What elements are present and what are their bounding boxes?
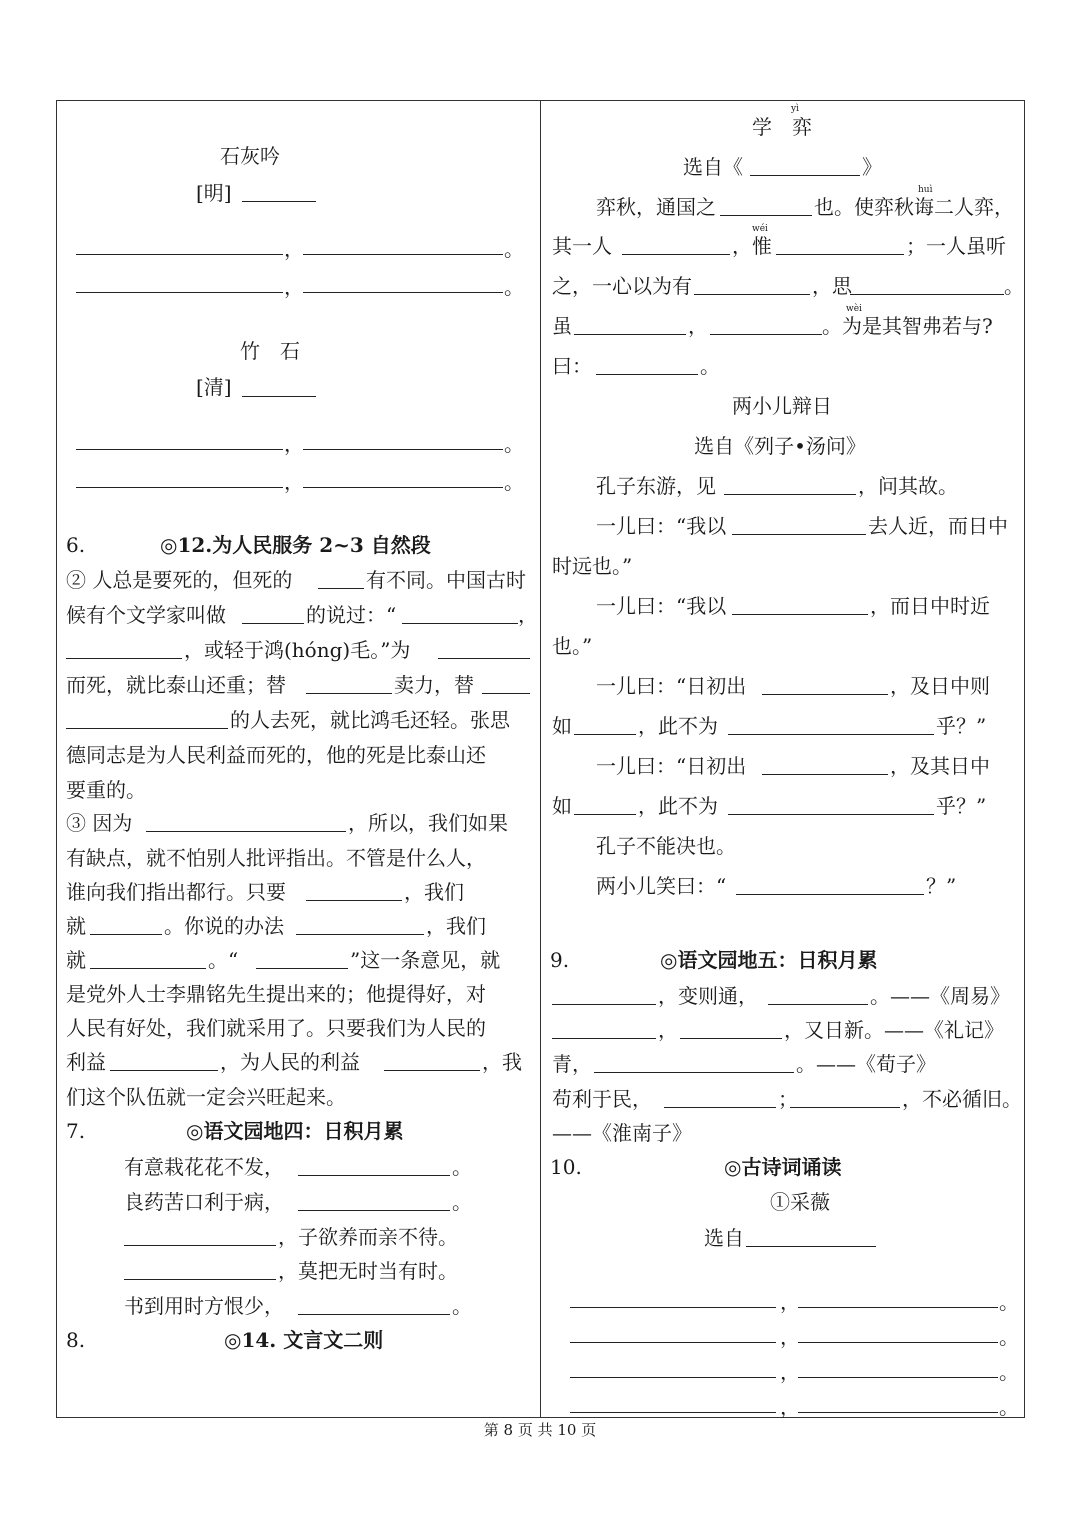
text-line: ，子欲养而亲不待。	[278, 1225, 458, 1249]
pinyin-ruby: wèi	[846, 304, 862, 314]
text-line: 有意栽花花不发，	[124, 1155, 284, 1179]
text-line: 虽	[552, 314, 572, 338]
fill-blank[interactable]	[776, 254, 904, 255]
text-line: 之，一心以为有	[552, 274, 692, 298]
fill-blank[interactable]	[694, 294, 810, 295]
text-line: 青，	[552, 1052, 592, 1076]
text-line: 一儿曰：“我以	[596, 514, 727, 538]
fill-blank[interactable]	[110, 1070, 218, 1071]
text-line: 。为是其智弗若与?	[822, 314, 993, 338]
fill-blank[interactable]	[746, 1246, 876, 1247]
punct: 。	[999, 1360, 1019, 1384]
fill-blank[interactable]	[552, 1004, 656, 1005]
fill-blank[interactable]	[318, 588, 364, 589]
text-line: 良药苦口利于病，	[124, 1190, 284, 1214]
text-line: 德同志是为人民利益而死的，他的死是比泰山还	[66, 743, 486, 767]
text-line: 有缺点，就不怕别人批评指出。不管是什么人，	[66, 846, 486, 870]
text-line: 有不同。中国古时	[366, 568, 526, 592]
fill-blank[interactable]	[552, 1038, 656, 1039]
fill-blank[interactable]	[242, 623, 304, 624]
text-source: 选自《列子•汤问》	[694, 434, 866, 458]
text-line: ，问其故。	[858, 474, 958, 498]
question-number: 8.	[66, 1328, 86, 1352]
punct: ，	[284, 470, 304, 494]
author-blank[interactable]	[242, 201, 316, 202]
punct: 。	[504, 432, 524, 456]
text-line: 乎？”	[936, 714, 987, 738]
fill-blank[interactable]	[256, 968, 348, 969]
text-line: 。你说的办法	[164, 914, 284, 938]
fill-blank[interactable]	[664, 1107, 776, 1108]
fill-blank[interactable]	[570, 1377, 776, 1378]
text-line: 们这个队伍就一定会兴旺起来。	[66, 1085, 346, 1109]
fill-blank[interactable]	[762, 694, 888, 695]
section-title: ◎古诗词诵读	[724, 1155, 842, 1179]
pinyin-ruby: wéi	[752, 224, 768, 234]
author-blank[interactable]	[242, 396, 316, 397]
poem-title-caiwei: ①采薇	[770, 1190, 830, 1214]
text-line: 一儿曰：“日初出	[596, 754, 747, 778]
text-line: 卖力，替	[394, 673, 474, 697]
punct: 。	[504, 237, 524, 261]
text-line: ；一人虽听	[906, 234, 1006, 258]
text-line: 去人近，而日中	[868, 514, 1008, 538]
text-title-xueyi: 学 弈	[752, 115, 812, 139]
section-title: ◎12.为人民服务 2~3 自然段	[160, 533, 431, 557]
fill-blank[interactable]	[732, 614, 868, 615]
fill-blank[interactable]	[76, 449, 283, 450]
text-line: 候有个文学家叫做	[66, 603, 226, 627]
fill-blank[interactable]	[76, 292, 283, 293]
text-line: ，为人民的利益	[220, 1050, 360, 1074]
fill-blank[interactable]	[720, 215, 812, 216]
text-line: ，	[688, 314, 708, 338]
fill-blank[interactable]	[438, 658, 530, 659]
fill-blank[interactable]	[76, 254, 283, 255]
text-line: 。——《周易》	[870, 984, 1010, 1008]
text-line: 。	[452, 1294, 472, 1318]
fill-blank[interactable]	[296, 934, 424, 935]
text-line: ，此不为	[638, 794, 718, 818]
punct: 。	[504, 275, 524, 299]
fill-blank[interactable]	[798, 1307, 998, 1308]
fill-blank[interactable]	[574, 814, 636, 815]
text-line: 。	[1004, 274, 1024, 298]
text-line: 利益	[66, 1050, 106, 1074]
punct: ，	[284, 275, 304, 299]
text-line: 谁向我们指出都行。只要	[66, 880, 286, 904]
text-line: ？”	[926, 874, 957, 898]
section-title: ◎语文园地四：日积月累	[186, 1119, 404, 1143]
fill-blank[interactable]	[124, 1245, 276, 1246]
page-footer: 第 8 页 共 10 页	[483, 1421, 597, 1439]
fill-blank[interactable]	[402, 623, 518, 624]
text-line: ，及日中则	[890, 674, 990, 698]
fill-blank[interactable]	[728, 734, 934, 735]
fill-blank[interactable]	[768, 1004, 868, 1005]
punct: 。	[999, 1290, 1019, 1314]
text-line: 时远也。”	[552, 554, 633, 578]
text-line: 弈秋，通国之	[596, 195, 716, 219]
text-line: 书到用时方恨少，	[124, 1294, 284, 1318]
fill-blank[interactable]	[306, 900, 402, 901]
text-line: ，又日新。——《礼记》	[784, 1018, 1004, 1042]
fill-blank[interactable]	[303, 487, 503, 488]
text-line: ，莫把无时当有时。	[278, 1259, 458, 1283]
fill-blank[interactable]	[570, 1342, 776, 1343]
fill-blank[interactable]	[798, 1412, 998, 1413]
fill-blank[interactable]	[574, 334, 686, 335]
text-line: ，此不为	[638, 714, 718, 738]
fill-blank[interactable]	[736, 894, 924, 895]
punct: 。	[504, 470, 524, 494]
text-line: ，	[658, 1018, 678, 1042]
text-line: ，或轻于鸿(hóng)毛。”为	[184, 638, 411, 662]
punct: 。	[999, 1325, 1019, 1349]
text-line: 要重的。	[66, 778, 146, 802]
fill-blank[interactable]	[724, 494, 856, 495]
pinyin-ruby: yì	[791, 104, 799, 114]
text-line: ，我们	[426, 914, 486, 938]
text-line: 两小儿笑曰：“	[596, 874, 727, 898]
text-line: 。“	[208, 948, 239, 972]
question-number: 10.	[550, 1155, 582, 1179]
fill-blank[interactable]	[790, 1107, 900, 1108]
text-line: ，我	[482, 1050, 522, 1074]
column-divider	[540, 100, 541, 1418]
fill-blank[interactable]	[303, 254, 503, 255]
punct: 。	[999, 1395, 1019, 1419]
text-source: 》	[862, 155, 882, 179]
text-line: ，及其日中	[890, 754, 990, 778]
text-line: 。	[452, 1155, 472, 1179]
text-line: 如	[552, 714, 572, 738]
text-line: 一儿曰：“日初出	[596, 674, 747, 698]
text-line: ，所以，我们如果	[348, 811, 508, 835]
text-line: ，	[518, 603, 538, 627]
fill-blank[interactable]	[298, 1210, 450, 1211]
fill-blank[interactable]	[622, 254, 730, 255]
text-line: 其一人	[552, 234, 612, 258]
fill-blank[interactable]	[680, 1038, 782, 1039]
text-line: 的说过：“	[306, 603, 397, 627]
fill-blank[interactable]	[298, 1314, 450, 1315]
fill-blank[interactable]	[750, 175, 860, 176]
poem-dynasty: [明]	[196, 181, 232, 205]
text-line: 乎？”	[936, 794, 987, 818]
punct: ，	[780, 1395, 800, 1419]
text-line: 也。使弈秋诲二人弈，	[814, 195, 1014, 219]
fill-blank[interactable]	[66, 658, 182, 659]
text-line: 曰：	[552, 354, 592, 378]
fill-blank[interactable]	[384, 1070, 480, 1071]
text-line: 孔子东游，见	[596, 474, 716, 498]
text-line: 就	[66, 948, 86, 972]
punct: ，	[284, 237, 304, 261]
question-number: 7.	[66, 1119, 86, 1143]
fill-blank[interactable]	[90, 934, 162, 935]
fill-blank[interactable]	[728, 814, 934, 815]
poem-dynasty: [清]	[196, 375, 232, 399]
text-title-liangxiaoer: 两小儿辩日	[732, 394, 832, 418]
punct: ，	[780, 1290, 800, 1314]
text-line: 也。”	[552, 634, 593, 658]
text-line: 是党外人士李鼎铭先生提出来的；他提得好，对	[66, 982, 486, 1006]
fill-blank[interactable]	[798, 1342, 998, 1343]
text-line: 。	[700, 354, 720, 378]
fill-blank[interactable]	[76, 487, 283, 488]
punct: ，	[780, 1325, 800, 1349]
fill-blank[interactable]	[482, 693, 530, 694]
text-line: ，思	[812, 274, 852, 298]
text-line: 人民有好处，我们就采用了。只要我们为人民的	[66, 1016, 486, 1040]
text-line: 如	[552, 794, 572, 818]
text-line: 一儿曰：“我以	[596, 594, 727, 618]
text-line: ③ 因为	[66, 811, 133, 835]
poem-title-shihuiyin: 石灰吟	[220, 144, 280, 168]
text-line: ，惟	[732, 234, 772, 258]
fill-blank[interactable]	[850, 294, 1004, 295]
text-source: 选自	[704, 1226, 744, 1250]
fill-blank[interactable]	[798, 1377, 998, 1378]
fill-blank[interactable]	[124, 1279, 276, 1280]
fill-blank[interactable]	[710, 334, 822, 335]
question-number: 6.	[66, 533, 86, 557]
pinyin-ruby: huì	[918, 185, 933, 195]
text-line: ② 人总是要死的，但死的	[66, 568, 293, 592]
text-line: ；	[778, 1087, 798, 1111]
fill-blank[interactable]	[303, 292, 503, 293]
text-line: 。	[452, 1190, 472, 1214]
fill-blank[interactable]	[298, 1175, 450, 1176]
fill-blank[interactable]	[732, 534, 866, 535]
section-title: ◎语文园地五：日积月累	[660, 948, 878, 972]
question-number: 9.	[550, 948, 570, 972]
fill-blank[interactable]	[303, 449, 503, 450]
text-line: 。——《荀子》	[796, 1052, 936, 1076]
section-title: ◎14. 文言文二则	[224, 1328, 384, 1352]
punct: ，	[780, 1360, 800, 1384]
text-line: ”这一条意见，就	[350, 948, 501, 972]
text-line: ，不必循旧。	[902, 1087, 1022, 1111]
fill-blank[interactable]	[574, 734, 636, 735]
text-line: ，变则通，	[658, 984, 758, 1008]
text-line: ，我们	[404, 880, 464, 904]
fill-blank[interactable]	[66, 728, 228, 729]
text-line: 孔子不能决也。	[596, 834, 736, 858]
text-line: 的人去死，就比鸿毛还轻。张思	[230, 708, 510, 732]
fill-blank[interactable]	[570, 1412, 776, 1413]
fill-blank[interactable]	[306, 693, 392, 694]
fill-blank[interactable]	[570, 1307, 776, 1308]
text-line: ，而日中时近	[870, 594, 990, 618]
fill-blank[interactable]	[596, 374, 698, 375]
text-line: 就	[66, 914, 86, 938]
fill-blank[interactable]	[146, 831, 346, 832]
punct: ，	[284, 432, 304, 456]
text-line: 苟利于民，	[552, 1087, 652, 1111]
text-source: 选自《	[683, 155, 743, 179]
text-line: 而死，就比泰山还重；替	[66, 673, 286, 697]
fill-blank[interactable]	[762, 774, 888, 775]
text-line: ——《淮南子》	[552, 1121, 692, 1145]
poem-title-zhushi: 竹 石	[240, 339, 300, 363]
fill-blank[interactable]	[594, 1072, 794, 1073]
fill-blank[interactable]	[90, 968, 206, 969]
